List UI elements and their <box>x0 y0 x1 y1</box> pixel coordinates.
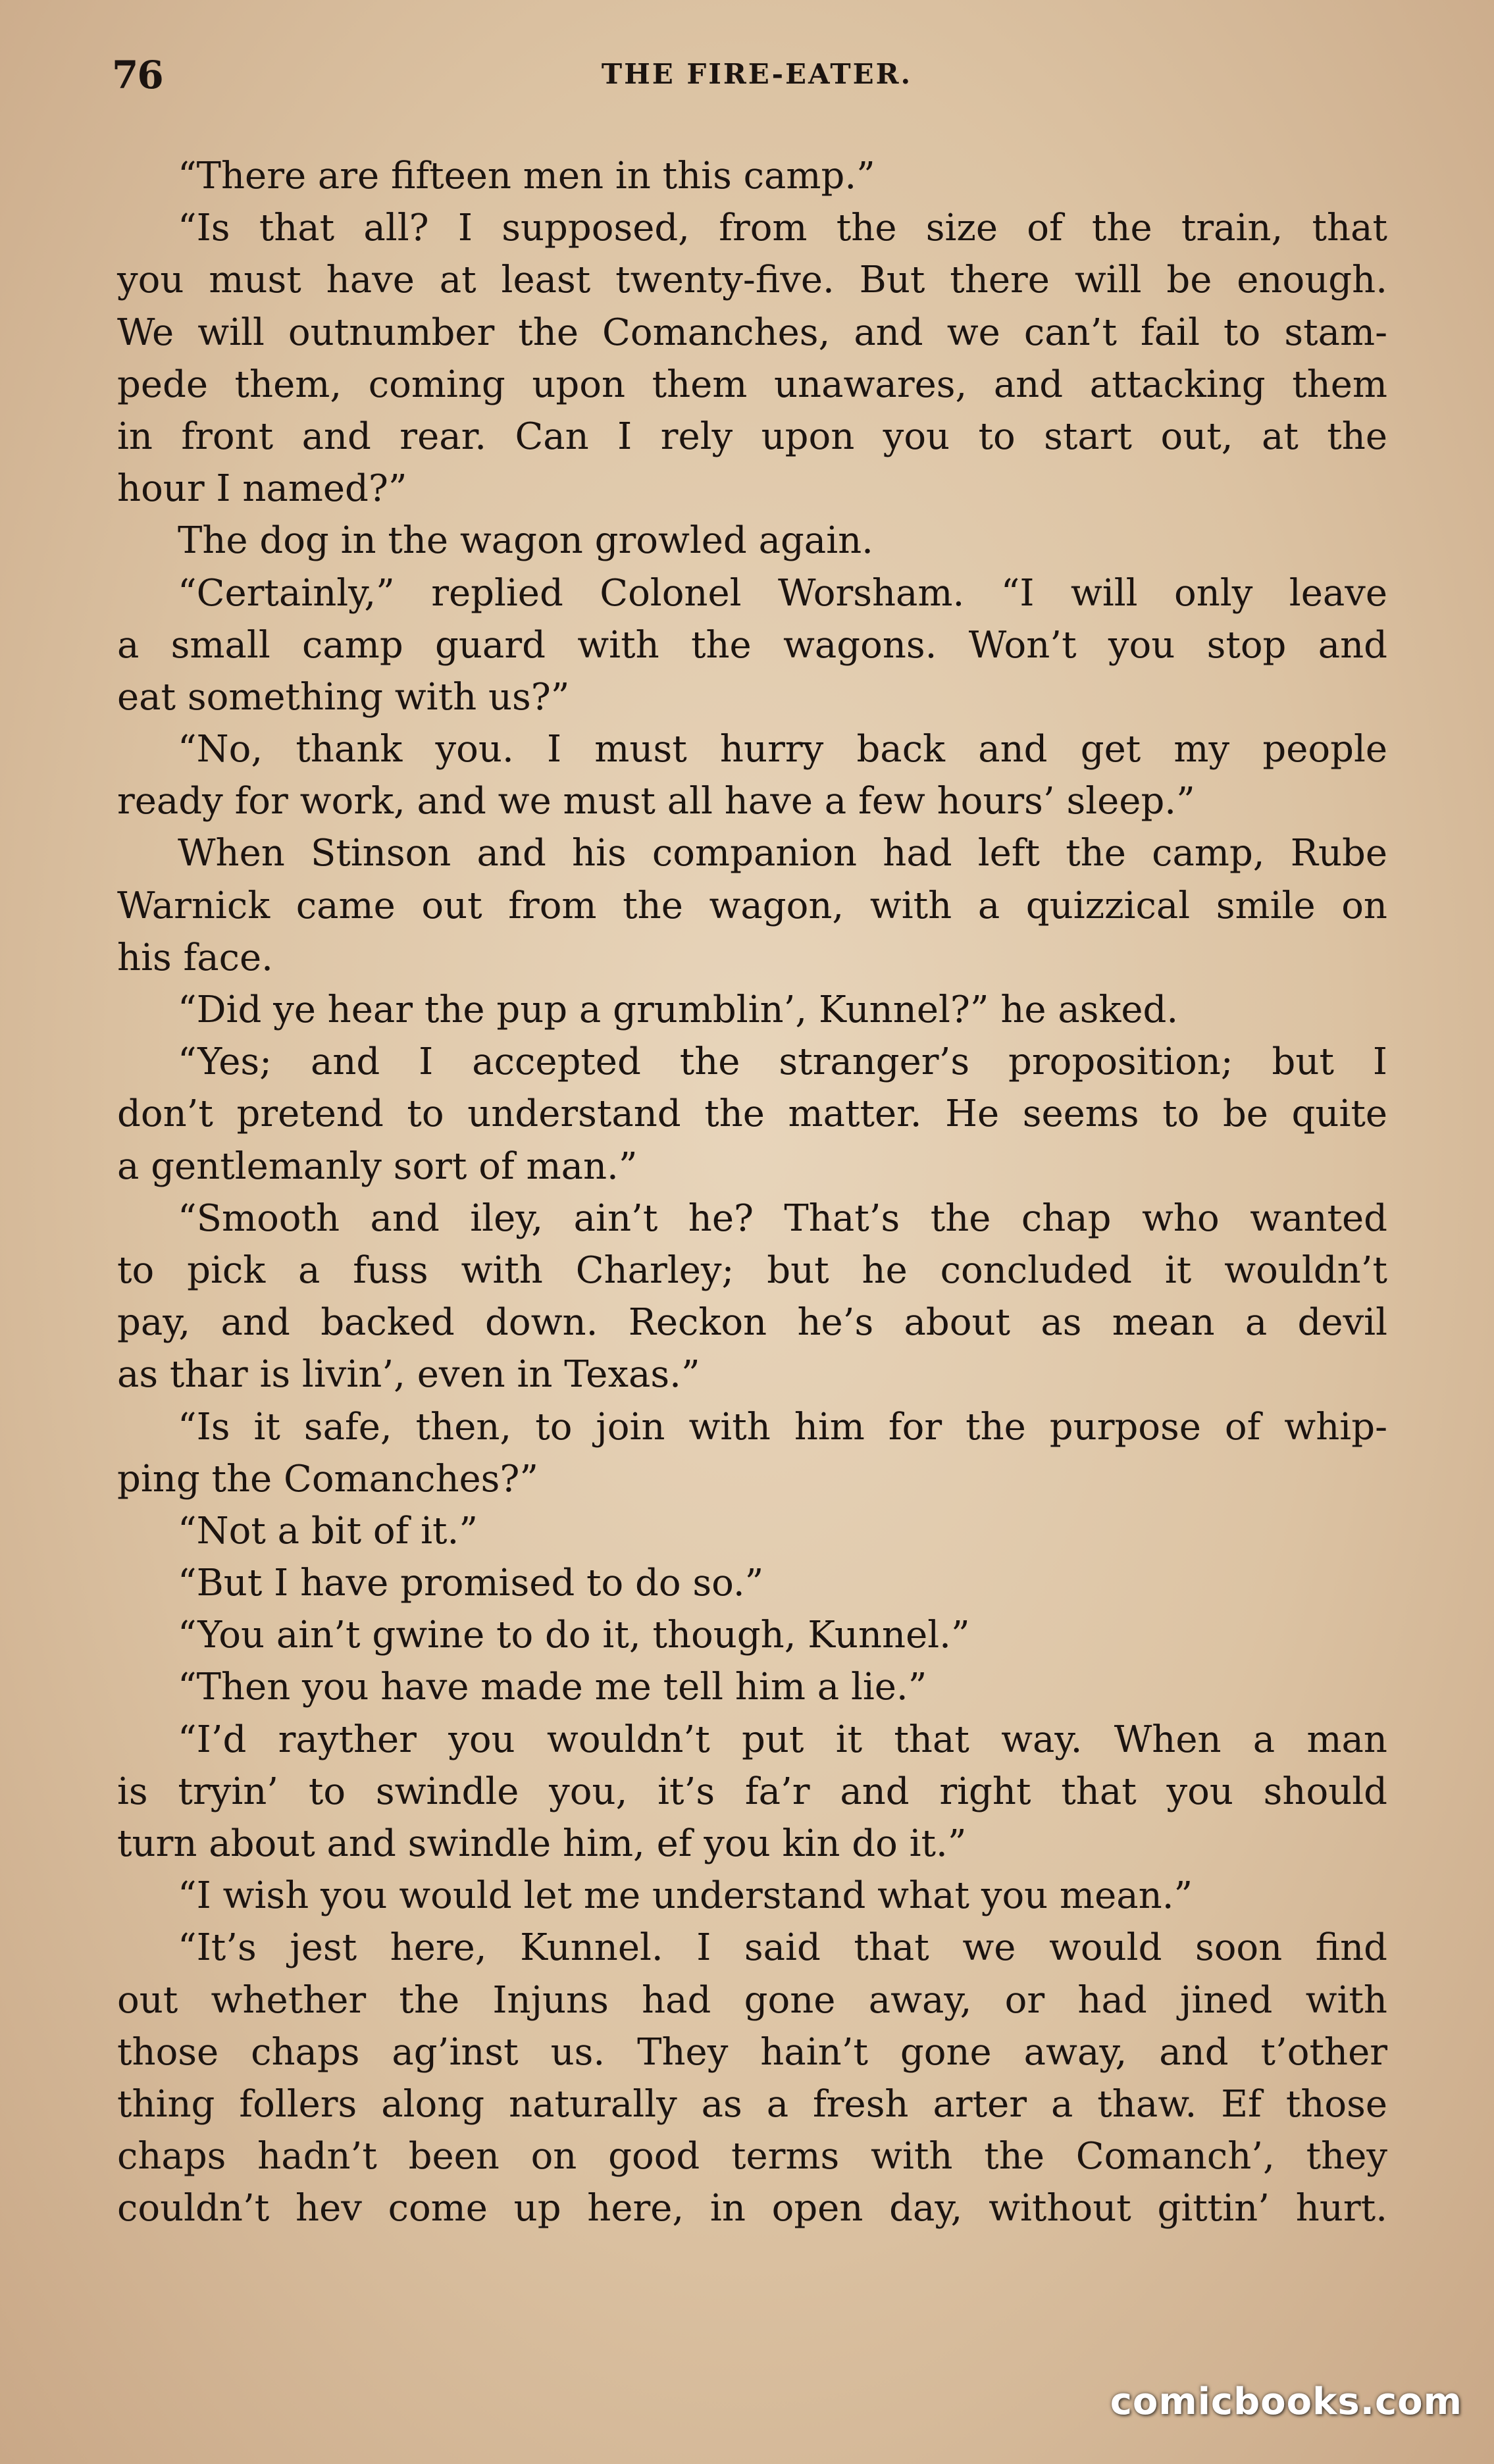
text-line: Warnick came out from the wagon, with a quizzical smile on <box>117 884 1387 927</box>
text-line: pede them, coming upon them unawares, and attacking them <box>117 363 1387 406</box>
text-line: “Is that all? I supposed, from the size of the train, that <box>178 207 1387 250</box>
text-line: thing follers along naturally as a fresh arter a thaw. Ef those <box>117 2082 1387 2126</box>
text-line: turn about and swindle him, ef you kin do it.” <box>117 1822 967 1865</box>
text-line: “I’d rayther you wouldn’t put it that way. When a man <box>178 1718 1387 1761</box>
text-line: his face. <box>117 936 273 979</box>
text-line: “Is it safe, then, to join with him for the purpose of whip- <box>178 1405 1387 1449</box>
text-line: ready for work, and we must all have a few hours’ sleep.” <box>117 780 1195 823</box>
page-number: 76 <box>112 53 163 97</box>
text-line: “Then you have made me tell him a lie.” <box>178 1666 927 1709</box>
text-line: chaps hadn’t been on good terms with the Comanch’, they <box>117 2135 1387 2178</box>
text-line: couldn’t hev come up here, in open day, without gittin’ hurt. <box>117 2187 1387 2230</box>
page-header <box>105 53 1408 99</box>
text-line: “Certainly,” replied Colonel Worsham. “I will only leave <box>178 571 1387 615</box>
body-text <box>117 150 1387 2235</box>
text-line: those chaps ag’inst us. They hain’t gone away, and t’other <box>117 2030 1387 2074</box>
text-line: “It’s jest here, Kunnel. I said that we would soon find <box>178 1926 1387 1970</box>
text-line: is tryin’ to swindle you, it’s fa’r and right that you should <box>117 1770 1387 1813</box>
watermark-text: comicbooks.com <box>1110 2380 1462 2423</box>
text-line: The dog in the wagon growled again. <box>178 519 873 563</box>
text-line: as thar is livin’, even in Texas.” <box>117 1353 700 1397</box>
text-line: don’t pretend to understand the matter. He seems to be quite <box>117 1092 1387 1136</box>
text-line: ping the Comanches?” <box>117 1457 539 1501</box>
text-line: We will outnumber the Comanches, and we can’t fail to stam- <box>117 311 1387 354</box>
running-head: THE FIRE-EATER. <box>601 58 913 90</box>
text-line: “Not a bit of it.” <box>178 1509 478 1553</box>
text-line: in front and rear. Can I rely upon you to start out, at the <box>117 415 1387 458</box>
text-line: you must have at least twenty-five. But there will be enough. <box>117 259 1387 302</box>
text-line: “There are fifteen men in this camp.” <box>178 155 875 197</box>
text-line: When Stinson and his companion had left the camp, Rube <box>178 832 1387 875</box>
text-line: “But I have promised to do so.” <box>178 1562 764 1605</box>
text-line: “Smooth and iley, ain’t he? That’s the chap who wanted <box>178 1196 1387 1240</box>
text-line: hour I named?” <box>117 467 407 511</box>
text-line: eat something with us?” <box>117 675 570 719</box>
text-line: pay, and backed down. Reckon he’s about as mean a devil <box>117 1301 1387 1345</box>
text-line: a gentlemanly sort of man.” <box>117 1144 638 1188</box>
text-line: a small camp guard with the wagons. Won’t you stop and <box>117 623 1387 667</box>
text-line: “No, thank you. I must hurry back and get my people <box>178 728 1387 771</box>
text-line: “I wish you would let me understand what you mean.” <box>178 1874 1193 1918</box>
text-line: “Yes; and I accepted the stranger’s proposition; but I <box>178 1040 1387 1084</box>
text-line: “You ain’t gwine to do it, though, Kunnel.” <box>178 1614 970 1657</box>
text-line: to pick a fuss with Charley; but he concluded it wouldn’t <box>117 1248 1387 1292</box>
text-line: “Did ye hear the pup a grumblin’, Kunnel?” he asked. <box>178 988 1179 1031</box>
text-line: out whether the Injuns had gone away, or had jined with <box>117 1978 1387 2022</box>
